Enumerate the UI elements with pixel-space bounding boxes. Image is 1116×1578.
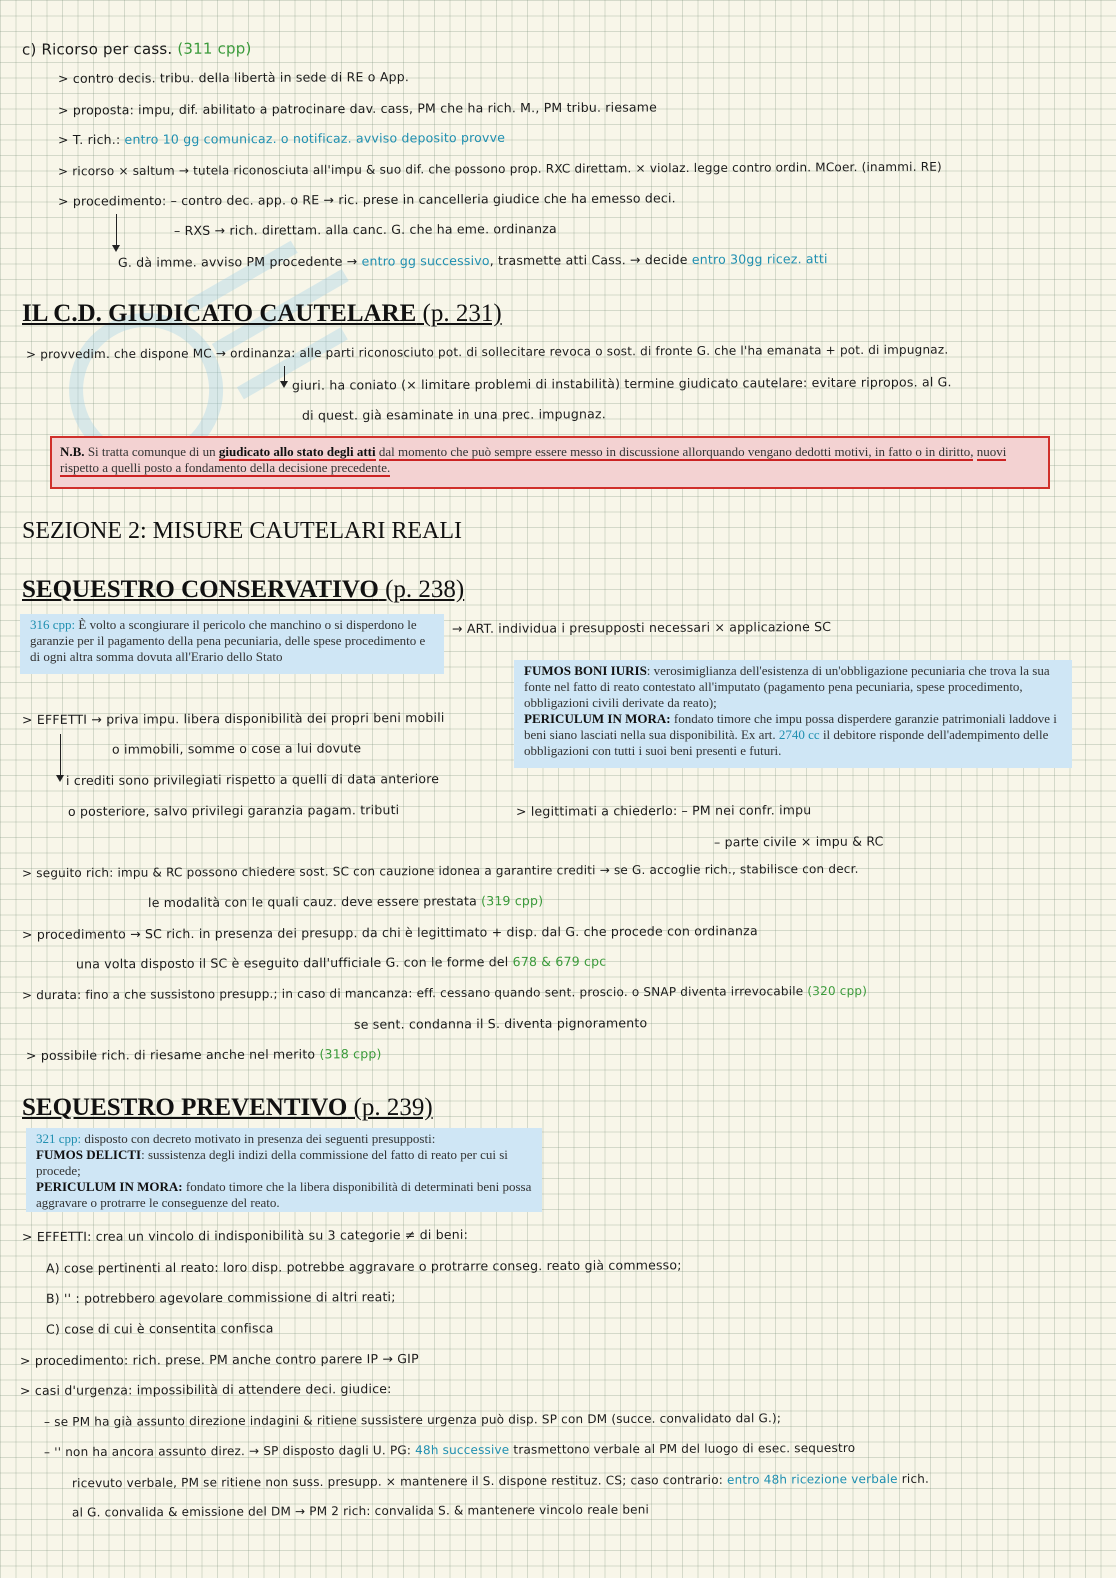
note-line: > EFFETTI → priva impu. libera disponibilità dei propri beni mobili bbox=[21, 709, 445, 728]
note-line: o immobili, somme o cose a lui dovute bbox=[111, 740, 362, 757]
note-line: > seguito rich: impu & RC possono chiedere sost. SC con cauzione idonea a garantire crediti → se G. accoglie rich., stabilisce con decr. bbox=[21, 861, 859, 881]
note-line: C) cose di cui è consentita confisca bbox=[45, 1320, 274, 1337]
heading-sezione: SEZIONE 2: MISURE CAUTELARI REALI bbox=[22, 518, 462, 544]
down-arrow-icon bbox=[60, 734, 61, 780]
note-line: di quest. già esaminate in una prec. impugnaz. bbox=[301, 406, 606, 423]
note-line: > contro decis. tribu. della libertà in sede di RE o App. bbox=[57, 69, 410, 86]
note-line: > durata: fino a che sussistono presupp.; in caso di mancanza: eff. cessano quando sent. proscio. o SNAP diventa irrevocabile (320 cpp) bbox=[21, 983, 868, 1003]
heading-conservativo: SEQUESTRO CONSERVATIVO (p. 238) bbox=[22, 576, 465, 603]
down-arrow-icon bbox=[284, 366, 285, 386]
box-316-cpp: 316 cpp: È volto a scongiurare il pericolo che manchino o si disperdono le garanzie per il pagamento della pena pecuniaria, delle spese procedimento e di ogni altra somma dovuta all'Erario dello Stato bbox=[20, 614, 444, 674]
heading-preventivo: SEQUESTRO PREVENTIVO (p. 239) bbox=[22, 1094, 433, 1121]
note-line: G. dà imme. avviso PM procedente → entro gg successivo, trasmette atti Cass. → decide entro 30gg ricez. atti bbox=[117, 251, 828, 270]
box-fumus-periculum: FUMOS BONI IURIS: verosimiglianza dell'esistenza di un'obbligazione pecuniaria che trova la sua fonte nel fatto di reato contestato all'imputato (pagamento pena pecuniaria, spese procedimento, obbligazioni civili derivate da reato); PERICULUM IN MORA: fondato timore che impu possa disperdere garanzie patrimoniali laddove i beni siano lasciati nella sua disponibilità. Ex art. 2740 cc il debitore risponde dell'adempimento delle obbligazioni con tutti i suoi beni presenti e futuri. bbox=[514, 660, 1072, 768]
box-321-cpp: 321 cpp: disposto con decreto motivato in presenza dei seguenti presupposti: FUMOS DELICTI: sussistenza degli indizi della commissione del fatto di reato per cui si procede; PERICULUM IN MORA: fondato timore che la libera disponibilità di determinati beni possa aggravare o protrarre le conseguenze del reato. bbox=[26, 1128, 542, 1212]
note-line: > procedimento → SC rich. in presenza dei presupp. da chi è legittimato + disp. dal G. che procede con ordinanza bbox=[21, 923, 758, 942]
note-line: se sent. condanna il S. diventa pignoramento bbox=[353, 1015, 648, 1032]
nb-box: N.B. Si tratta comunque di un giudicato allo stato degli atti dal momento che può sempre essere messo in discussione allorquando vengano dedotti motivi, in fatto o in diritto, nuovi rispetto a quelli posto a fondamento della decisione precedente. bbox=[50, 436, 1050, 489]
note-line: una volta disposto il SC è eseguito dall'ufficiale G. con le forme del 678 & 679 cpc bbox=[75, 953, 607, 972]
down-arrow-icon bbox=[116, 214, 117, 250]
note-line: > possibile rich. di riesame anche nel merito (318 cpp) bbox=[25, 1046, 382, 1063]
note-line: – '' non ha ancora assunto direz. → SP disposto dagli U. PG: 48h successive trasmettono verbale al PM del luogo di esec. sequestro bbox=[43, 1440, 856, 1460]
note-line: → ART. individua i presupposti necessari × applicazione SC bbox=[451, 619, 832, 636]
note-line: > T. rich.: entro 10 gg comunicaz. o notificaz. avviso deposito provve bbox=[57, 129, 506, 148]
note-line: o posteriore, salvo privilegi garanzia pagam. tributi bbox=[67, 802, 400, 819]
note-line: giuri. ha coniato (× limitare problemi di instabilità) termine giudicato cautelare: evitare ripropos. al G. bbox=[291, 374, 952, 393]
ricorso-cass-title: c) Ricorso per cass. (311 cpp) bbox=[21, 39, 252, 59]
note-line: > legittimati a chiederlo: – PM nei confr. impu bbox=[515, 802, 812, 819]
note-line: > procedimento: – contro dec. app. o RE → ric. prese in cancelleria giudice che ha emesso deci. bbox=[57, 190, 676, 209]
note-line: > proposta: impu, dif. abilitato a patrocinare dav. cass, PM che ha rich. M., PM tribu. riesame bbox=[57, 99, 658, 118]
note-line: ricevuto verbale, PM se ritiene non suss. presupp. × mantenere il S. dispone restituz. CS; caso contrario: entro 48h ricezione verbale rich. bbox=[71, 1471, 930, 1491]
note-line: – RXS → rich. direttam. alla canc. G. che ha eme. ordinanza bbox=[173, 220, 557, 239]
note-line: > provvedim. che dispone MC → ordinanza: alle parti riconosciuto pot. di sollecitare revoca o sost. di fronte G. che l'ha emanata + pot. di impugnaz. bbox=[25, 342, 949, 362]
note-line: al G. convalida & emissione del DM → PM 2 rich: convalida S. & mantenere vincolo reale beni bbox=[71, 1502, 650, 1520]
note-line: – parte civile × impu & RC bbox=[713, 833, 884, 850]
note-line: > casi d'urgenza: impossibilità di attendere deci. giudice: bbox=[19, 1381, 392, 1398]
note-line: > procedimento: rich. prese. PM anche contro parere IP → GIP bbox=[19, 1350, 419, 1369]
note-line: B) '' : potrebbero agevolare commissione di altri reati; bbox=[45, 1289, 396, 1306]
note-line: i crediti sono privilegiati rispetto a quelli di data anteriore bbox=[65, 771, 440, 788]
note-line: – se PM ha già assunto direzione indagini & ritiene sussistere urgenza può disp. SP con DM (succe. convalidato dal G.); bbox=[43, 1411, 782, 1429]
note-line: > EFFETTI: crea un vincolo di indisponibilità su 3 categorie ≠ di beni: bbox=[21, 1226, 469, 1245]
note-line: > ricorso × saltum → tutela riconosciuta all'impu & suo dif. che possono prop. RXC direttam. × violaz. legge contro ordin. MCoer. (inammi. RE) bbox=[57, 159, 942, 179]
heading-giudicato: IL C.D. GIUDICATO CAUTELARE (p. 231) bbox=[22, 300, 502, 327]
note-line: le modalità con le quali cauz. deve essere prestata (319 cpp) bbox=[147, 892, 544, 911]
note-line: A) cose pertinenti al reato: loro disp. potrebbe aggravare o protrarre conseg. reato già commesso; bbox=[45, 1257, 682, 1276]
